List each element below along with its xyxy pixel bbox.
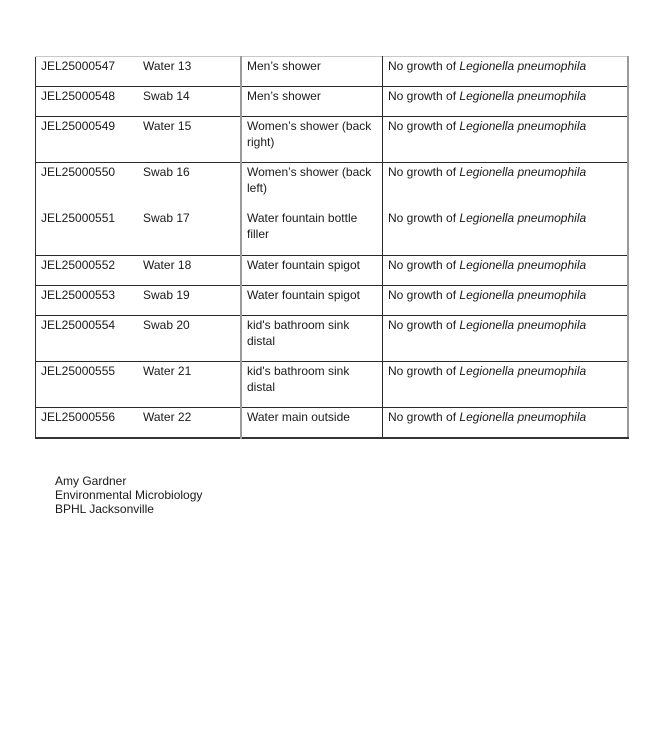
site-cell: kid's bathroom sink distal (241, 316, 383, 362)
organism-name: Legionella pneumophila (459, 318, 587, 332)
site-cell: Men’s shower (241, 57, 383, 87)
organism-name: Legionella pneumophila (459, 410, 587, 424)
lab-id-cell: JEL25000549 (36, 117, 139, 163)
result-cell (383, 256, 629, 286)
results-table (35, 56, 629, 439)
site-cell: kid's bathroom sink distal (241, 362, 383, 408)
sample-cell: Swab 17 (143, 211, 190, 225)
table-row (36, 87, 629, 117)
result-cell (383, 286, 629, 316)
sample-cell: Water 13 (143, 59, 192, 73)
organism-name: Legionella pneumophila (459, 59, 587, 73)
lab-id-cell: JEL25000554 (36, 316, 139, 362)
result-prefix: No growth of (388, 258, 457, 272)
lab-id-cell: JEL25000547 (41, 59, 116, 73)
signature-name: Amy Gardner (55, 474, 127, 488)
organism-name: Legionella pneumophila (459, 119, 587, 133)
result-cell (383, 163, 629, 210)
result-prefix: No growth of (388, 410, 457, 424)
table-row (36, 57, 629, 87)
sample-cell: Water 21 (138, 362, 241, 408)
result-cell (383, 87, 629, 117)
result-prefix: No growth of (388, 89, 457, 103)
lab-id-cell: JEL25000552 (36, 256, 139, 286)
lab-id-cell: JEL25000553 (36, 286, 139, 316)
table-row (36, 362, 629, 408)
site-cell: Water fountain bottle filler (241, 209, 383, 256)
lab-id-cell: JEL25000556 (36, 408, 139, 439)
result-cell (383, 408, 629, 439)
table-row (36, 209, 629, 256)
site-cell: Men’s shower (241, 87, 383, 117)
result-prefix: No growth of (388, 165, 457, 179)
signature-department: Environmental Microbiology (55, 488, 203, 502)
lab-id-cell: JEL25000550 (36, 163, 139, 210)
result-prefix: No growth of (388, 318, 457, 332)
result-prefix: No growth of (388, 119, 457, 133)
signature-lab: BPHL Jacksonville (55, 502, 154, 516)
table-row (36, 163, 629, 210)
result-prefix: No growth of (388, 288, 457, 302)
result-cell (383, 117, 629, 163)
site-cell: Water main outside (241, 408, 383, 439)
site-cell: Women’s shower (back right) (241, 117, 383, 163)
lab-id-cell: JEL25000548 (36, 87, 139, 117)
sample-cell: Swab 14 (138, 87, 241, 117)
result-cell (383, 57, 629, 87)
sample-cell: Water 15 (138, 117, 241, 163)
sample-cell: Water 22 (138, 408, 241, 439)
organism-name: Legionella pneumophila (459, 89, 587, 103)
table-row (36, 117, 629, 163)
table-row (36, 286, 629, 316)
sample-cell: Water 18 (138, 256, 241, 286)
site-cell: Water fountain spigot (241, 286, 383, 316)
lab-id-cell: JEL25000551 (41, 211, 116, 225)
result-prefix: No growth of (388, 59, 457, 73)
sample-cell: Swab 19 (138, 286, 241, 316)
result-prefix: No growth of (388, 211, 457, 225)
organism-name: Legionella pneumophila (459, 165, 587, 179)
site-cell: Water fountain spigot (241, 256, 383, 286)
result-cell (383, 209, 629, 256)
signature-block (55, 474, 202, 516)
sample-cell: Swab 20 (138, 316, 241, 362)
table-row (36, 408, 629, 439)
result-cell (383, 316, 629, 362)
organism-name: Legionella pneumophila (459, 211, 587, 225)
result-prefix: No growth of (388, 364, 457, 378)
organism-name: Legionella pneumophila (459, 288, 587, 302)
result-cell (383, 362, 629, 408)
sample-cell: Swab 16 (138, 163, 241, 210)
site-cell: Women’s shower (back left) (241, 163, 383, 210)
organism-name: Legionella pneumophila (459, 258, 587, 272)
organism-name: Legionella pneumophila (459, 364, 587, 378)
table-row (36, 256, 629, 286)
lab-id-cell: JEL25000555 (36, 362, 139, 408)
table-row (36, 316, 629, 362)
